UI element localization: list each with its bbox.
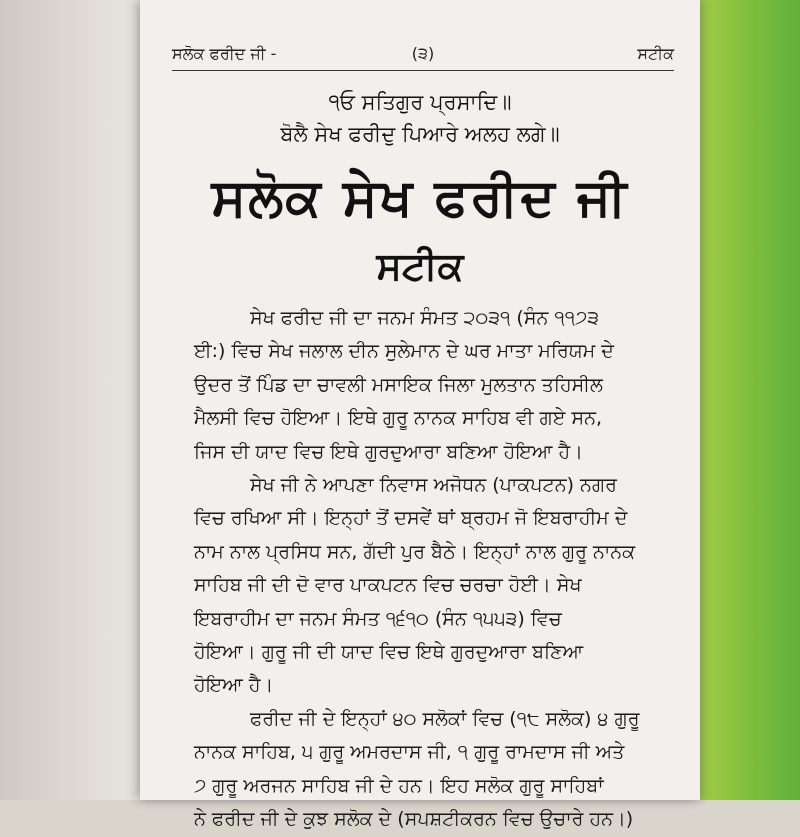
body-line: ੭ ਗੁਰੂ ਅਰਜਨ ਸਾਹਿਬ ਜੀ ਦੇ ਹਨ। ਇਹ ਸਲੋਕ ਗੁਰੂ ਸਾਹਿਬਾਂ (194, 774, 604, 797)
body-line: ਸੇਖ ਜੀ ਨੇ ਆਪਣਾ ਨਿਵਾਸ ਅਜੋਧਨ (ਪਾਕਪਟਨ) ਨਗਰ (250, 474, 617, 497)
running-header (172, 44, 674, 70)
body-line: ਸੇਖ ਫਰੀਦ ਜੀ ਦਾ ਜਨਮ ਸੰਮਤ ੨੦੩੧ (ਸੰਨ ੧੧੭੩ (250, 307, 600, 329)
header-rule (172, 70, 674, 71)
body-line: ਸਾਹਿਬ ਜੀ ਦੀ ਦੋ ਵਾਰ ਪਾਕਪਟਨ ਵਿਚ ਚਰਚਾ ਹੋਈ। ਸੇਖ (194, 574, 582, 597)
body-line: ਈ:) ਵਿਚ ਸੇਖ ਜਲਾਲ ਦੀਨ ਸੁਲੇਮਾਨ ਦੇ ਘਰ ਮਾਤਾ ਮਰਿਯਮ ਦੇ (194, 340, 614, 363)
body-line: ਮੈਲਸੀ ਵਿਚ ਹੋਇਆ। ਇਥੇ ਗੁਰੂ ਨਾਨਕ ਸਾਹਿਬ ਵੀ ਗਏ ਸਨ, (194, 407, 603, 430)
body-line: ਫਰੀਦ ਜੀ ਦੇ ਇਨ੍ਹਾਂ ੪੦ ਸਲੋਕਾਂ ਵਿਚ (੧੮ ਸਲੋਕ) ੪ ਗੁਰੂ (250, 707, 640, 730)
chapter-subtitle: ਸਟੀਕ (376, 244, 464, 288)
body-text (194, 302, 666, 837)
body-line: ਨਾਨਕ ਸਾਹਿਬ, ੫ ਗੁਰੂ ਅਮਰਦਾਸ ਜੀ, ੧ ਗੁਰੂ ਰਾਮਦਾਸ ਜੀ ਅਤੇ (194, 741, 625, 764)
header-section: ਸਟੀਕ (637, 44, 674, 63)
body-line: ਹੋਇਆ ਹੈ। (194, 674, 274, 697)
body-line: ਜਿਸ ਦੀ ਯਾਦ ਵਿਚ ਇਥੇ ਗੁਰਦੁਆਰਾ ਬਣਿਆ ਹੋਇਆ ਹੈ। (194, 440, 583, 463)
body-line: ਹੋਇਆ। ਗੁਰੂ ਜੀ ਦੀ ਯਾਦ ਵਿਚ ਇਥੇ ਗੁਰਦੁਆਰਾ ਬਣਿਆ (194, 641, 584, 664)
chapter-title: ਸਲੋਕ ਸੇਖ ਫਰੀਦ ਜੀ (211, 168, 629, 228)
body-line: ਨੇ ਫਰੀਦ ਜੀ ਦੇ ਕੁਝ ਸਲੋਕ ਦੇ (ਸਪਸ਼ਟੀਕਰਨ ਵਿਚ ਉਚਾਰੇ ਹਨ।) (194, 808, 634, 831)
page-number: (੩) (411, 44, 435, 63)
invocation-line: ੧ਓ ਸਤਿਗੁਰ ਪ੍ਰਸਾਦਿ॥ (328, 90, 512, 114)
book-page (140, 0, 700, 831)
body-line: ਉਦਰ ਤੋਂ ਪਿੰਡ ਦਾ ਚਾਵਲੀ ਮਸਾਇਕ ਜਿਲਾ ਮੁਲਤਾਨ ਤਹਿਸੀਲ (194, 373, 603, 396)
body-line: ਇਬਰਾਹੀਮ ਦਾ ਜਨਮ ਸੰਮਤ ੧੬੧੦ (ਸੰਨ ੧੫੫੩) ਵਿਚ (194, 607, 562, 630)
header-book-title: ਸਲੋਕ ਫਰੀਦ ਜੀ - (172, 44, 277, 63)
body-line: ਨਾਮ ਨਾਲ ਪ੍ਰਸਿਧ ਸਨ, ਗੱਦੀ ਪੁਰ ਬੈਠੇ। ਇਨ੍ਹਾਂ ਨਾਲ ਗੁਰੂ ਨਾਨਕ (194, 540, 636, 563)
couplet-line: ਬੋਲੈ ਸੇਖ ਫਰੀਦੁ ਪਿਆਰੇ ਅਲਹ ਲਗੇ॥ (280, 122, 560, 146)
body-line: ਵਿਚ ਰਖਿਆ ਸੀ। ਇਨ੍ਹਾਂ ਤੋਂ ਦਸਵੇਂ ਥਾਂ ਬ੍ਰਹਮ ਜੋ ਇਬਰਾਹੀਮ ਦੇ (194, 507, 628, 530)
